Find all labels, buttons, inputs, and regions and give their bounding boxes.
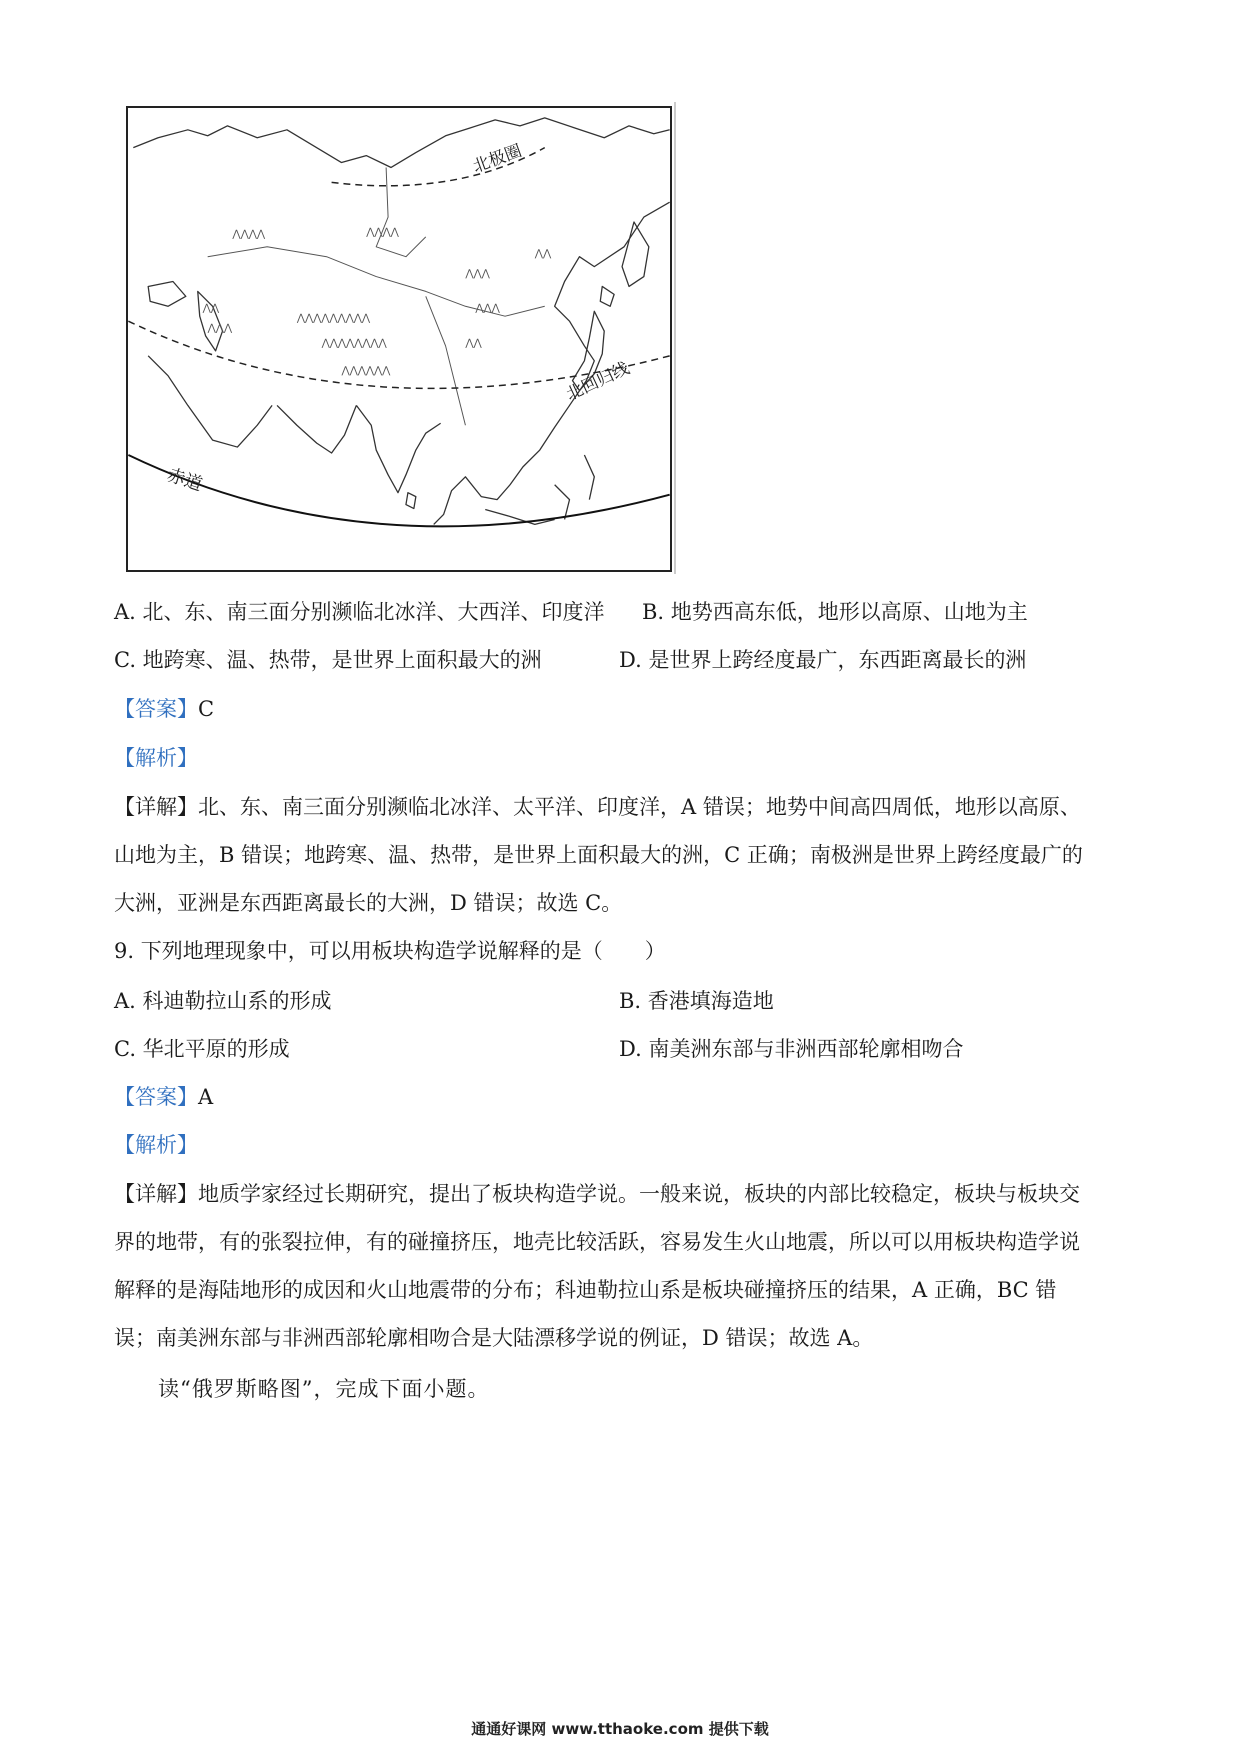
q8-answer-value: C [198, 697, 215, 721]
q9-detail-line-4: 误；南美洲东部与非洲西部轮廓相吻合是大陆漂移学说的例证，D 错误；故选 A。 [114, 1326, 874, 1350]
svg-text:⋀⋀⋀⋀: ⋀⋀⋀⋀ [232, 228, 265, 240]
q8-answer [114, 695, 214, 723]
q8-option-a: A. 北、东、南三面分别濒临北冰洋、大西洋、印度洋 [114, 600, 605, 624]
svg-text:⋀⋀⋀: ⋀⋀⋀ [475, 303, 500, 315]
q9-analysis [114, 1131, 198, 1159]
q8-analysis [114, 744, 198, 772]
q9-option-c: C. 华北平原的形成 [114, 1037, 290, 1061]
svg-text:⋀⋀⋀⋀⋀⋀⋀⋀⋀: ⋀⋀⋀⋀⋀⋀⋀⋀⋀ [296, 313, 371, 325]
q8-detail-tag: 【详解】 [114, 795, 198, 819]
q8-option-b: B. 地势西高东低，地形以高原、山地为主 [642, 600, 1028, 624]
q9-stem: 9. 下列地理现象中，可以用板块构造学说解释的是（ ） [114, 939, 666, 963]
equator-label: 赤道 [164, 464, 205, 496]
q9-options-row-2 [114, 1035, 964, 1063]
q9-detail-tag: 【详解】 [114, 1182, 198, 1206]
q9-options-row-1 [114, 987, 774, 1015]
q9-detail-text-1: 地质学家经过长期研究，提出了板块构造学说。一般来说，板块的内部比较稳定，板块与板块交 [198, 1182, 1080, 1206]
tropic-of-cancer-label: 北回归线 [562, 357, 633, 405]
svg-text:⋀⋀⋀: ⋀⋀⋀ [465, 268, 490, 280]
q9-option-a: A. 科迪勒拉山系的形成 [114, 989, 332, 1013]
svg-text:⋀⋀⋀: ⋀⋀⋀ [207, 323, 233, 335]
q9-option-b: B. 香港填海造地 [619, 989, 774, 1013]
q8-detail-line-3: 大洲，亚洲是东西距离最长的大洲，D 错误；故选 C。 [114, 891, 623, 915]
svg-text:⋀⋀: ⋀⋀ [465, 337, 482, 349]
q8-detail-line-1 [114, 793, 1081, 821]
q9-answer-value: A [198, 1085, 214, 1109]
q8-options-row-1 [114, 598, 1028, 626]
asia-outline-map [128, 108, 670, 570]
arctic-circle-label: 北极圈 [469, 140, 525, 177]
q8-detail-text-1: 北、东、南三面分别濒临北冰洋、太平洋、印度洋，A 错误；地势中间高四周低，地形以高原、 [198, 795, 1081, 819]
svg-text:⋀⋀⋀⋀⋀⋀: ⋀⋀⋀⋀⋀⋀ [341, 365, 391, 377]
q8-analysis-tag: 【解析】 [114, 746, 198, 770]
next-question-prompt: 读“俄罗斯略图”，完成下面小题。 [158, 1377, 490, 1401]
svg-text:⋀⋀: ⋀⋀ [202, 303, 219, 315]
q8-option-d: D. 是世界上跨经度最广，东西距离最长的洲 [619, 648, 1027, 672]
svg-text:⋀⋀: ⋀⋀ [534, 248, 552, 260]
page-footer: 通通好课网 www.tthaoke.com 提供下载 [471, 1720, 769, 1738]
asia-map-figure [126, 106, 672, 572]
q9-analysis-tag: 【解析】 [114, 1133, 198, 1157]
svg-text:⋀⋀⋀⋀: ⋀⋀⋀⋀ [366, 226, 399, 238]
q9-option-d: D. 南美洲东部与非洲西部轮廓相吻合 [619, 1037, 964, 1061]
q9-detail-line-3: 解释的是海陆地形的成因和火山地震带的分布；科迪勒拉山系是板块碰撞挤压的结果，A 正确，BC 错 [114, 1278, 1057, 1302]
q8-detail-line-2: 山地为主，B 错误；地跨寒、温、热带，是世界上面积最大的洲，C 正确；南极洲是世界上跨经度最广的 [114, 843, 1083, 867]
q8-options-row-2 [114, 646, 1027, 674]
q9-answer [114, 1083, 213, 1111]
q8-answer-tag: 【答案】 [114, 697, 198, 721]
q9-detail-line-2: 界的地带，有的张裂拉伸，有的碰撞挤压，地壳比较活跃，容易发生火山地震，所以可以用板块构造学说 [114, 1230, 1080, 1254]
svg-text:⋀⋀⋀⋀⋀⋀⋀⋀: ⋀⋀⋀⋀⋀⋀⋀⋀ [321, 337, 387, 349]
q9-answer-tag: 【答案】 [114, 1085, 198, 1109]
q9-detail-line-1 [114, 1180, 1080, 1208]
q8-option-c: C. 地跨寒、温、热带，是世界上面积最大的洲 [114, 648, 542, 672]
